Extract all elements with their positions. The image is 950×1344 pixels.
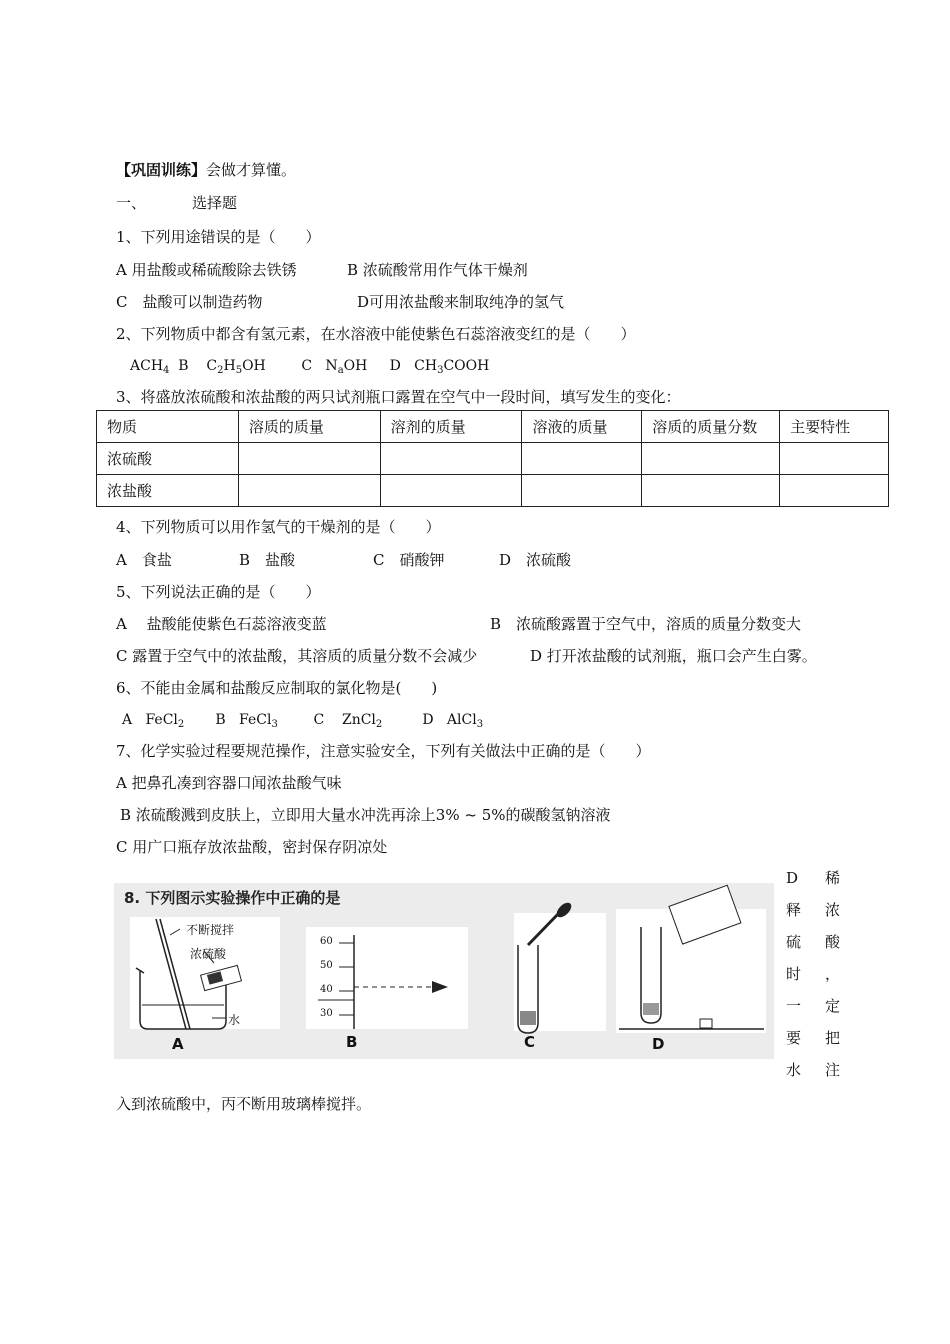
table-header-cell: 主要特性 [780,411,889,443]
q7-option-d-column: D 稀 释 浓 硫 酸 时 ， 一 定 要 把 水 注 [786,869,840,1079]
section-title: 一、 选择题 [116,194,238,212]
table-row-label: 浓硫酸 [97,443,239,475]
table-row-label: 浓盐酸 [97,475,239,507]
q8-cyl-tick-label: 40 [320,984,333,995]
q4-option-d: D 浓硫酸 [499,551,572,569]
q5-option-b: B 浓硫酸露置于空气中，溶质的质量分数变大 [490,615,802,633]
table-header-cell: 溶质的质量 [238,411,380,443]
table-row [97,443,889,475]
q1-option-d: D可用浓盐酸来制取纯净的氢气 [357,293,565,311]
q5-option-c: C 露置于空气中的浓盐酸，其溶质的质量分数不会减少 [116,647,478,665]
q8-option-c-label: C [524,1033,536,1051]
q6-stem: 6、不能由金属和盐酸反应制取的氯化物是( ) [116,679,438,697]
q3-stem: 3、将盛放浓硫酸和浓盐酸的两只试剂瓶口露置在空气中一段时间，填写发生的变化： [116,388,681,406]
q7-option-b: B 浓硫酸溅到皮肤上，立即用大量水冲洗再涂上3% ~ 5%的碳酸氢钠溶液 [120,806,611,824]
q7-stem: 7、化学实验过程要规范操作，注意实验安全，下列有关做法中正确的是（ ） [116,742,651,760]
q4-stem: 4、下列物质可以用作氢气的干燥剂的是（ ） [116,518,441,536]
q8-option-a-label: A [172,1035,184,1053]
table-header-cell: 溶液的质量 [522,411,642,443]
q2-options: $ACH_4$ B $C_2H_5OH$ C $N_aOH$ D $CH_3COOH$ [130,358,490,376]
q5-option-d: D 打开浓盐酸的试剂瓶，瓶口会产生白雾。 [530,647,817,665]
table-header-cell: 溶质的质量分数 [642,411,780,443]
q8-label-acid: 浓硫酸 [190,947,227,961]
heading-subtitle: 会做才算懂。 [206,161,297,179]
q8-label-water: 水 [228,1013,241,1027]
table-header-cell: 溶剂的质量 [380,411,522,443]
q1-option-b: B 浓硫酸常用作气体干燥剂 [347,261,528,279]
q1-option-c: C 盐酸可以制造药物 [116,293,263,311]
q4-option-c: C 硝酸钾 [373,551,445,569]
q8-figure-drawings [114,883,774,1059]
heading [116,160,296,180]
q2-stem: 2、下列物质中都含有氢元素，在水溶液中能使紫色石蕊溶液变红的是（ ） [116,325,636,343]
q5-stem: 5、下列说法正确的是（ ） [116,583,321,601]
q8-cyl-tick-label: 30 [320,1008,333,1019]
q1-option-a: A 用盐酸或稀硫酸除去铁锈 [116,261,297,279]
q8-cyl-tick-label: 60 [320,936,333,947]
q8-option-b-label: B [346,1033,358,1051]
q1-stem: 1、下列用途错误的是（ ） [116,228,321,246]
heading-bracket-title: 【巩固训练】 [116,161,207,179]
q4-option-b: B 盐酸 [239,551,296,569]
q6-options: A FeCl$_2$ B FeCl$_3$ C ZnCl$_2$ D AlCl$_3$ [122,712,484,730]
q8-figure [114,883,774,1059]
q8-title: 8. 下列图示实验操作中正确的是 [124,889,341,907]
q7-option-c: C 用广口瓶存放浓盐酸，密封保存阴凉处 [116,838,388,856]
q3-table [96,410,889,507]
q8-option-d-label: D [652,1035,665,1053]
table-header-cell: 物质 [97,411,239,443]
q8-cyl-tick-label: 50 [320,960,333,971]
q4-option-a: A 食盐 [116,551,172,569]
q7-option-d-tail: 入到浓硫酸中，丙不断用玻璃棒搅拌。 [116,1095,372,1113]
q5-option-a: A 盐酸能使紫色石蕊溶液变蓝 [116,615,327,633]
q7-option-a: A 把鼻孔凑到容器口闻浓盐酸气味 [116,774,342,792]
table-header-row [97,411,889,443]
table-row [97,475,889,507]
q8-label-stir: 不断搅拌 [186,923,235,937]
